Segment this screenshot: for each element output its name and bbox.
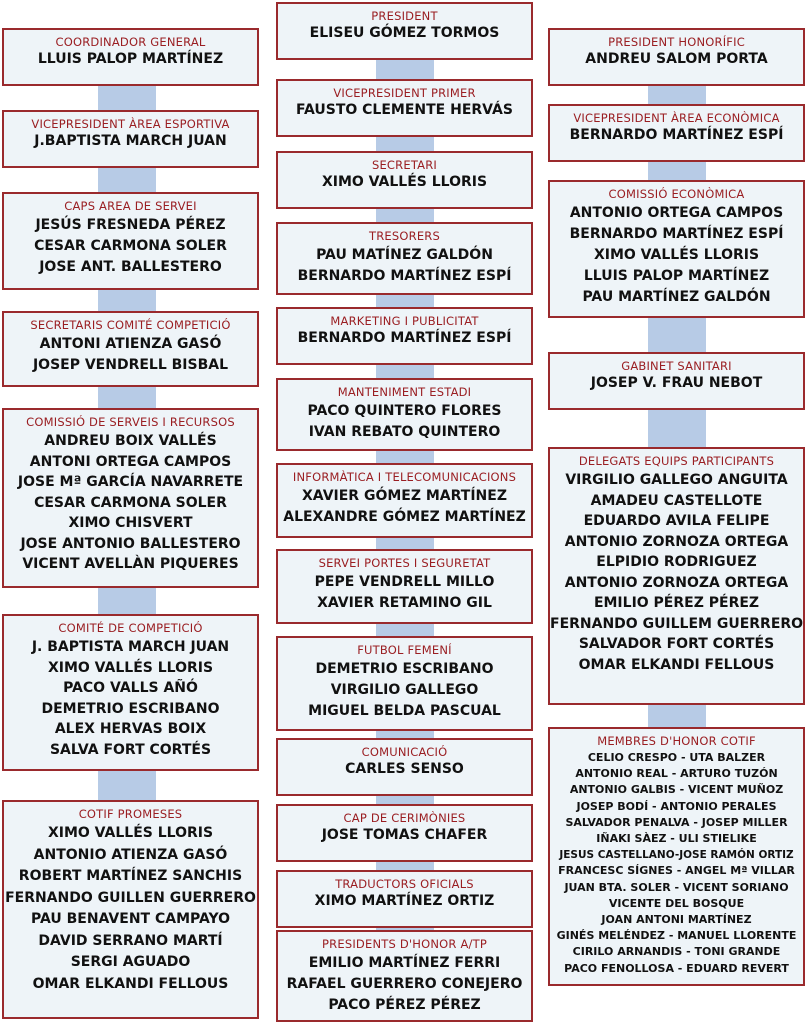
box-title: DELEGATS EQUIPS PARTICIPANTS xyxy=(578,454,775,468)
member-name: XIMO VALLÉS LLORIS xyxy=(47,659,214,676)
org-box xyxy=(276,738,533,796)
member-name: J. BAPTISTA MARCH JUAN xyxy=(31,639,230,655)
member-name: ANDREU SALOM PORTA xyxy=(585,51,768,67)
member-name: JOSE Mª GARCÍA NAVARRETE xyxy=(17,474,244,490)
member-name: FAUSTO CLEMENTE HERVÁS xyxy=(296,102,513,118)
org-box xyxy=(276,636,533,731)
box-title: SECRETARIS COMITÉ COMPETICIÓ xyxy=(30,318,231,332)
member-name: BERNARDO MARTÍNEZ ESPÍ xyxy=(569,226,784,242)
box-title: PRESIDENT HONORÍFIC xyxy=(608,35,745,49)
member-name: LLUIS PALOP MARTÍNEZ xyxy=(37,51,224,67)
org-box xyxy=(548,727,805,986)
org-box xyxy=(2,800,259,1019)
org-box xyxy=(548,28,805,86)
member-name: ANTONI ORTEGA CAMPOS xyxy=(29,453,232,470)
member-name: BERNARDO MARTÍNEZ ESPÍ xyxy=(297,330,512,346)
member-name: FERNANDO GUILLEN GUERRERO xyxy=(5,889,256,906)
member-name: ANTONIO GALBIS - VICENT MUÑOZ xyxy=(569,783,784,797)
box-title: TRESORERS xyxy=(369,229,440,243)
member-name: EMILIO PÉREZ PÉREZ xyxy=(593,595,760,611)
box-title: GABINET SANITARI xyxy=(621,359,732,373)
org-box xyxy=(548,180,805,318)
member-name: OMAR ELKANDI FELLOUS xyxy=(32,975,229,992)
box-title: SERVEI PORTES I SEGURETAT xyxy=(318,556,491,570)
member-name: EDUARDO AVILA FELIPE xyxy=(583,513,770,529)
member-name: ANTONIO REAL - ARTURO TUZÓN xyxy=(575,767,778,781)
member-name: ANDREU BOIX VALLÉS xyxy=(44,433,217,449)
box-title: VICEPRESIDENT ÀREA ECONÒMICA xyxy=(573,111,780,125)
box-title: COMUNICACIÓ xyxy=(361,745,448,759)
member-name: ELPIDIO RODRIGUEZ xyxy=(596,554,757,570)
member-name: JESÚS FRESNEDA PÉREZ xyxy=(35,217,226,233)
member-name: DEMETRIO ESCRIBANO xyxy=(41,700,220,717)
member-name: ANTONIO ZORNOZA ORTEGA xyxy=(564,533,789,550)
member-name: PACO FENOLLOSA - EDUARD REVERT xyxy=(564,961,789,975)
member-name: SERGI AGUADO xyxy=(70,954,191,970)
org-box xyxy=(276,2,533,60)
org-box xyxy=(2,28,259,86)
org-box xyxy=(2,192,259,290)
org-box xyxy=(2,110,259,168)
org-box xyxy=(276,307,533,365)
org-box xyxy=(548,447,805,705)
box-title: CAP DE CERIMÒNIES xyxy=(343,811,466,825)
org-box xyxy=(2,614,259,771)
member-name: PEPE VENDRELL MILLO xyxy=(314,574,495,590)
member-name: PAU MATÍNEZ GALDÓN xyxy=(316,247,493,263)
member-name: SALVA FORT CORTÉS xyxy=(49,741,212,758)
org-box xyxy=(276,79,533,137)
member-name: CELIO CRESPO - UTA BALZER xyxy=(587,751,766,764)
box-title: VICEPRESIDENT ÀREA ESPORTIVA xyxy=(31,117,230,131)
member-name: OMAR ELKANDI FELLOUS xyxy=(578,656,775,673)
member-name: VIRGILIO GALLEGO ANGUITA xyxy=(565,472,788,488)
member-name: PACO QUINTERO FLORES xyxy=(307,403,502,419)
member-name: JUAN BTA. SOLER - VICENT SORIANO xyxy=(564,880,789,894)
member-name: BERNARDO MARTÍNEZ ESPÍ xyxy=(297,268,512,284)
member-name: VICENTE DEL BOSQUE xyxy=(608,896,745,910)
org-box xyxy=(276,930,533,1022)
member-name: XIMO VALLÉS LLORIS xyxy=(321,174,488,190)
member-name: ROBERT MARTÍNEZ SANCHIS xyxy=(18,868,243,884)
org-box xyxy=(276,549,533,624)
org-box xyxy=(276,151,533,209)
org-box xyxy=(276,222,533,295)
member-name: JOSEP VENDRELL BISBAL xyxy=(32,357,229,373)
member-name: JOAN ANTONI MARTÍNEZ xyxy=(601,913,752,927)
member-name: CESAR CARMONA SOLER xyxy=(34,494,227,511)
member-name: VICENT AVELLÀN PIQUERES xyxy=(22,556,239,572)
box-title: FUTBOL FEMENÍ xyxy=(357,643,452,657)
member-name: ELISEU GÓMEZ TORMOS xyxy=(309,25,500,41)
member-name: MIGUEL BELDA PASCUAL xyxy=(308,703,501,719)
member-name: CESAR CARMONA SOLER xyxy=(34,238,227,254)
org-box xyxy=(2,311,259,387)
box-title: COMISSIÓ DE SERVEIS I RECURSOS xyxy=(26,415,235,429)
box-title: TRADUCTORS OFICIALS xyxy=(335,877,474,891)
member-name: DEMETRIO ESCRIBANO xyxy=(315,661,494,677)
box-title: COTIF PROMESES xyxy=(78,807,183,821)
member-name: ALEX HERVAS BOIX xyxy=(54,721,207,737)
member-name: ANTONIO ZORNOZA ORTEGA xyxy=(564,574,789,591)
member-name: LLUIS PALOP MARTÍNEZ xyxy=(583,268,770,284)
member-name: JOSE ANT. BALLESTERO xyxy=(39,259,222,275)
box-title: PRESIDENTS D'HONOR A/TP xyxy=(322,937,487,951)
box-title: SECRETARI xyxy=(371,158,438,172)
member-name: IVAN REBATO QUINTERO xyxy=(308,424,501,440)
box-title: COMISSIÓ ECONÒMICA xyxy=(608,187,745,201)
member-name: PACO VALLS AÑÓ xyxy=(63,680,198,696)
member-name: CARLES SENSO xyxy=(345,761,464,777)
box-title: CAPS AREA DE SERVEI xyxy=(64,199,197,213)
org-box xyxy=(548,104,805,162)
org-box xyxy=(276,463,533,538)
member-name: XIMO VALLÉS LLORIS xyxy=(47,825,214,841)
member-name: BERNARDO MARTÍNEZ ESPÍ xyxy=(569,127,784,143)
member-name: AMADEU CASTELLOTE xyxy=(590,492,763,509)
box-title: PRESIDENT xyxy=(371,9,438,23)
member-name: XIMO VALLÉS LLORIS xyxy=(593,247,760,263)
member-name: VIRGILIO GALLEGO xyxy=(330,682,479,698)
member-name: PACO PÉREZ PÉREZ xyxy=(328,997,481,1013)
member-name: FRANCESC SÍGNES - ANGEL Mª VILLAR xyxy=(558,864,795,878)
member-name: SALVADOR PENALVA - JOSEP MILLER xyxy=(565,815,788,829)
member-name: ANTONIO ATIENZA GASÓ xyxy=(33,846,228,863)
member-name: XIMO MARTÍNEZ ORTIZ xyxy=(314,893,495,909)
member-name: GINÉS MELÉNDEZ - MANUEL LLORENTE xyxy=(556,929,797,943)
member-name: ANTONIO ORTEGA CAMPOS xyxy=(569,205,784,221)
member-name: IÑAKI SÀEZ - ULI STIELIKE xyxy=(596,832,757,846)
org-box xyxy=(276,804,533,862)
member-name: PAU BENAVENT CAMPAYO xyxy=(30,911,231,927)
box-title: VICEPRESIDENT PRIMER xyxy=(333,86,476,100)
org-box xyxy=(2,408,259,588)
member-name: PAU MARTÍNEZ GALDÓN xyxy=(582,289,771,305)
member-name: SALVADOR FORT CORTÉS xyxy=(578,636,775,652)
member-name: XAVIER GÓMEZ MARTÍNEZ xyxy=(302,488,507,504)
member-name: J.BAPTISTA MARCH JUAN xyxy=(34,133,227,149)
box-title: COMITÉ DE COMPETICIÓ xyxy=(58,621,203,635)
org-box xyxy=(276,870,533,928)
member-name: EMILIO MARTÍNEZ FERRI xyxy=(308,955,501,971)
member-name: JOSE TOMAS CHAFER xyxy=(321,827,488,843)
member-name: CIRILO ARNANDIS - TONI GRANDE xyxy=(572,945,781,959)
member-name: DAVID SERRANO MARTÍ xyxy=(38,932,223,949)
member-name: JOSE ANTONIO BALLESTERO xyxy=(20,535,241,552)
member-name: XIMO CHISVERT xyxy=(68,515,193,531)
member-name: ANTONI ATIENZA GASÓ xyxy=(39,336,222,352)
box-title: MANTENIMENT ESTADI xyxy=(337,385,472,399)
member-name: XAVIER RETAMINO GIL xyxy=(317,595,492,611)
box-title: MEMBRES D'HONOR COTIF xyxy=(597,734,756,748)
member-name: JESUS CASTELLANO-JOSE RAMÓN ORTIZ xyxy=(559,849,794,862)
box-title: COORDINADOR GENERAL xyxy=(55,35,206,49)
member-name: RAFAEL GUERRERO CONEJERO xyxy=(286,976,523,992)
org-box xyxy=(548,352,805,410)
member-name: ALEXANDRE GÓMEZ MARTÍNEZ xyxy=(283,509,526,525)
member-name: FERNANDO GUILLEM GUERRERO xyxy=(550,615,804,632)
member-name: JOSEP V. FRAU NEBOT xyxy=(590,375,763,391)
box-title: INFORMÀTICA I TELECOMUNICACIONS xyxy=(292,470,517,484)
box-title: MARKETING I PUBLICITAT xyxy=(330,314,479,328)
member-name: JOSEP BODÍ - ANTONIO PERALES xyxy=(576,799,777,813)
org-box xyxy=(276,378,533,451)
